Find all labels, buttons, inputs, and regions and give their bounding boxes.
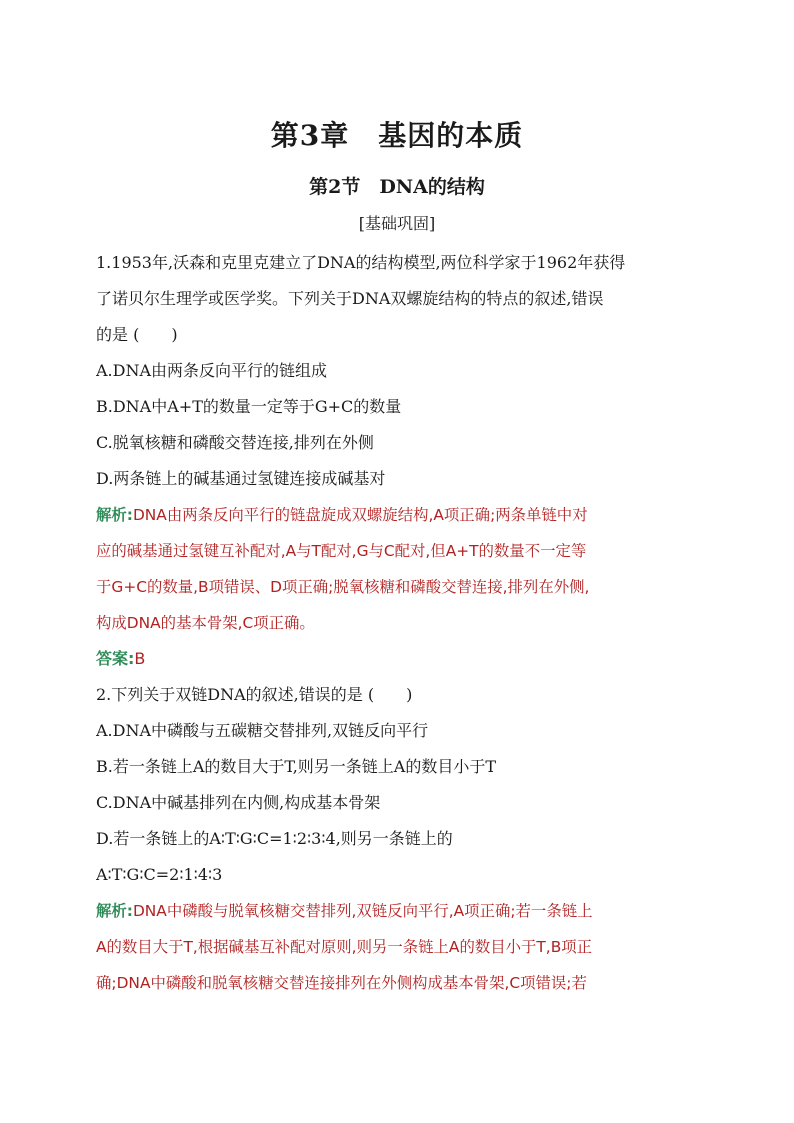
option-d: D.两条链上的碱基通过氢键连接成碱基对 bbox=[96, 469, 386, 488]
option-a: A.DNA由两条反向平行的链组成 bbox=[96, 361, 328, 380]
option-c: C.DNA中碱基排列在内侧,构成基本骨架 bbox=[96, 793, 381, 812]
analysis-label: 解析: bbox=[96, 902, 133, 920]
question-1 bbox=[96, 245, 700, 677]
analysis-line: 确;DNA中磷酸和脱氧核糖交替连接排列在外侧构成基本骨架,C项错误;若 bbox=[96, 974, 587, 992]
analysis-text: DNA由两条反向平行的链盘旋成双螺旋结构,A项正确;两条单链中对 bbox=[132, 506, 588, 524]
analysis-line: 应的碱基通过氢键互补配对,A与T配对,G与C配对,但A+T的数量不一定等 bbox=[96, 542, 587, 560]
question-content bbox=[96, 245, 700, 1001]
answer-label: 答案: bbox=[96, 649, 135, 668]
analysis-line: 构成DNA的基本骨架,C项正确。 bbox=[96, 614, 315, 632]
chapter-title: 第3章 基因的本质 bbox=[270, 119, 524, 152]
analysis-label: 解析: bbox=[96, 506, 133, 524]
option-d-continued: A∶T∶G∶C=2∶1∶4∶3 bbox=[96, 865, 223, 884]
answer-value: B bbox=[134, 649, 146, 668]
question-stem-line: 的是 ( ) bbox=[96, 325, 178, 344]
category-label: [基础巩固] bbox=[358, 214, 436, 233]
option-d: D.若一条链上的A∶T∶G∶C=1∶2∶3∶4,则另一条链上的 bbox=[96, 829, 453, 848]
analysis-line bbox=[96, 893, 700, 929]
question-stem-line: 2.下列关于双链DNA的叙述,错误的是 ( ) bbox=[96, 685, 413, 704]
answer-line bbox=[96, 641, 700, 677]
analysis-line: 于G+C的数量,B项错误、D项正确;脱氧核糖和磷酸交替连接,排列在外侧, bbox=[96, 578, 590, 596]
question-2 bbox=[96, 677, 700, 1001]
option-a: A.DNA中磷酸与五碳糖交替排列,双链反向平行 bbox=[96, 721, 429, 740]
option-c: C.脱氧核糖和磷酸交替连接,排列在外侧 bbox=[96, 433, 374, 452]
question-stem-line: 1.1953年,沃森和克里克建立了DNA的结构模型,两位科学家于1962年获得 bbox=[96, 253, 626, 272]
question-stem-line: 了诺贝尔生理学或医学奖。下列关于DNA双螺旋结构的特点的叙述,错误 bbox=[96, 289, 604, 308]
option-b: B.若一条链上A的数目大于T,则另一条链上A的数目小于T bbox=[96, 757, 497, 776]
analysis-text: DNA中磷酸与脱氧核糖交替排列,双链反向平行,A项正确;若一条链上 bbox=[132, 902, 593, 920]
option-b: B.DNA中A+T的数量一定等于G+C的数量 bbox=[96, 397, 402, 416]
analysis-line: A的数目大于T,根据碱基互补配对原则,则另一条链上A的数目小于T,B项正 bbox=[96, 938, 593, 956]
section-title: 第2节 DNA的结构 bbox=[309, 176, 485, 198]
analysis-line bbox=[96, 497, 700, 533]
